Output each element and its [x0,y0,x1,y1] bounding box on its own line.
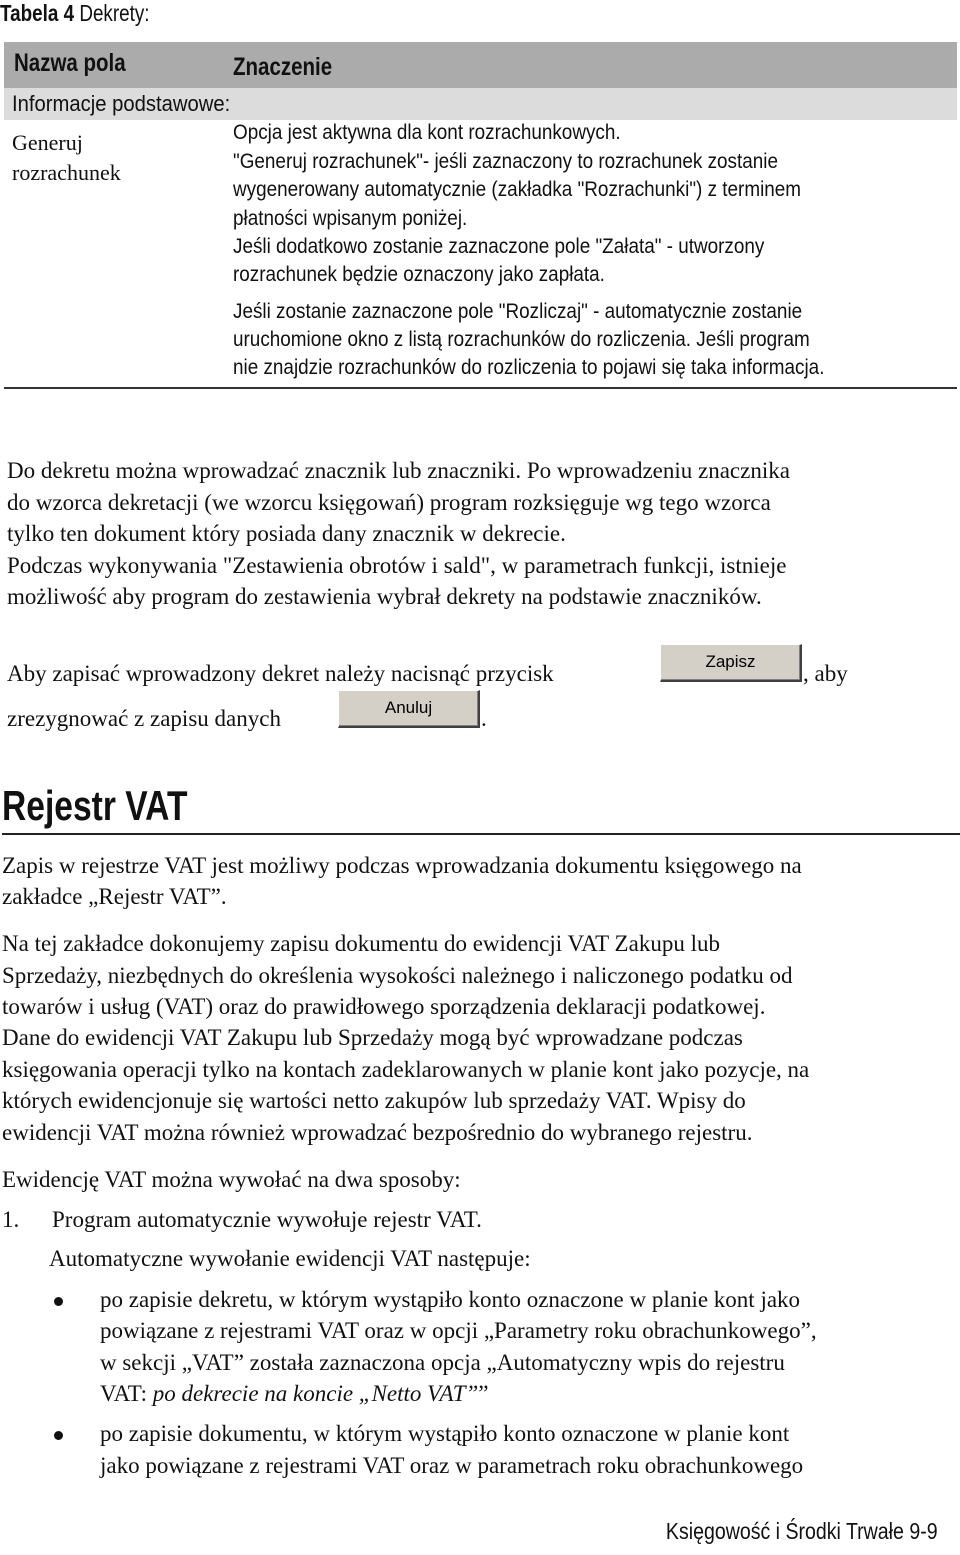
bullet-line: w sekcji „VAT” została zaznaczona opcja „Automatyczny wpis do rejestru [100,1350,785,1375]
cancel-sentence: zrezygnować z zapisu danych [7,706,281,731]
section-label: Informacje podstawowe: [12,91,231,116]
section-heading: Rejestr VAT [2,782,188,829]
paragraph-line: Zapis w rejestrze VAT jest możliwy podczas wprowadzania dokumentu księgowego na [2,853,802,878]
meaning-line: Opcja jest aktywna dla kont rozrachunkowych. [233,121,621,144]
meaning-line: płatności wpisanym poniżej. [233,207,468,230]
bullet-last-line [100,1378,489,1410]
auto-intro: Automatyczne wywołanie ewidencji VAT następuje: [49,1246,531,1271]
cancel-button[interactable]: Anuluj [338,690,480,728]
paragraph-line: Do dekretu można wprowadzać znacznik lub znaczniki. Po wprowadzeniu znacznika [7,458,790,483]
paragraph-line: towarów i usług (VAT) oraz do prawidłowego sporządzenia deklaracji podatkowej. [2,994,766,1019]
meaning-line: "Generuj rozrachunek"- jeśli zaznaczony to rozrachunek zostanie [233,150,778,173]
paragraph-line: Podczas wykonywania "Zestawienia obrotów i sald", w parametrach funkcji, istnieje [7,553,787,578]
bullet-icon [54,1297,63,1306]
meaning-line: nie znajdzie rozrachunków do rozliczenia to pojawi się taka informacja. [233,356,825,379]
list-item-text: Program automatycznie wywołuje rejestr VAT. [52,1207,482,1232]
meaning-line: rozrachunek będzie oznaczony jako zapłata. [233,263,605,286]
save-sentence: Aby zapisać wprowadzony dekret należy nacisnąć przycisk [7,661,554,686]
ways-intro: Ewidencję VAT można wywołać na dwa sposoby: [2,1167,461,1192]
bullet-icon [54,1431,63,1440]
list-number: 1. [2,1207,20,1232]
meaning-line: wygenerowany automatycznie (zakładka "Rozrachunki") z terminem [233,178,802,201]
save-button[interactable]: Zapisz [660,644,802,682]
header-meaning: Znaczenie [233,53,333,81]
table-number: Tabela 4 [0,0,75,26]
paragraph-line: których ewidencjonuje się wartości netto zakupów lub sprzedaży VAT. Wpisy do [2,1088,746,1113]
bullet-last-suffix: ” [478,1381,489,1406]
paragraph-line: tylko ten dokument który posiada dany znacznik w dekrecie. [7,521,566,546]
paragraph-line: Sprzedaży, niezbędnych do określenia wysokości należnego i naliczonego podatku od [2,963,793,988]
paragraph-line: Dane do ewidencji VAT Zakupu lub Sprzedaży mogą być wprowadzane podczas [2,1025,743,1050]
paragraph-line: ewidencji VAT można również wprowadzać bezpośrednio do wybranego rejestru. [2,1120,753,1145]
page-footer: Księgowość i Środki Trwałe 9-9 [666,1518,938,1544]
header-field-name: Nazwa pola [14,49,126,77]
table-title: Dekrety: [79,0,150,26]
cancel-sentence-end: . [481,706,487,731]
paragraph-line: do wzorca dekretacji (we wzorcu księgowań) program rozksięguje wg tego wzorca [7,490,771,515]
paragraph-line: księgowania operacji tylko na kontach zadeklarowanych w planie kont jako pozycje, na [2,1057,810,1082]
paragraph-line: możliwość aby program do zestawienia wybrał dekrety na podstawie znaczników. [7,584,762,609]
bullet-line: jako powiązane z rejestrami VAT oraz w parametrach roku obrachunkowego [100,1453,804,1478]
meaning-line: uruchomione okno z listą rozrachunków do rozliczenia. Jeśli program [233,328,810,351]
bullet-last-prefix: VAT: [100,1381,147,1406]
bullet-line: po zapisie dokumentu, w którym wystąpiło konto oznaczone w planie kont [100,1421,790,1446]
paragraph-line: Na tej zakładce dokonujemy zapisu dokumentu do ewidencji VAT Zakupu lub [2,931,720,956]
bullet-line: powiązane z rejestrami VAT oraz w opcji „Parametry roku obrachunkowego”, [100,1318,817,1343]
field-name-cell: Generuj rozrachunek [12,130,121,185]
bullet-line: po zapisie dekretu, w którym wystąpiło konto oznaczone w planie kont jako [100,1287,801,1312]
bullet-last-italic: po dekrecie na koncie „Netto VAT” [152,1381,479,1406]
heading-rule [2,833,960,835]
table-bottom-rule [4,387,957,389]
table-header-row [4,42,957,88]
paragraph-line: zakładce „Rejestr VAT”. [2,884,227,909]
meaning-line: Jeśli zostanie zaznaczone pole "Rozliczaj" - automatycznie zostanie [233,300,803,323]
table-caption [0,0,150,27]
save-sentence-tail: , aby [803,661,848,686]
meaning-line: Jeśli dodatkowo zostanie zaznaczone pole "Załata" - utworzony [233,235,765,258]
